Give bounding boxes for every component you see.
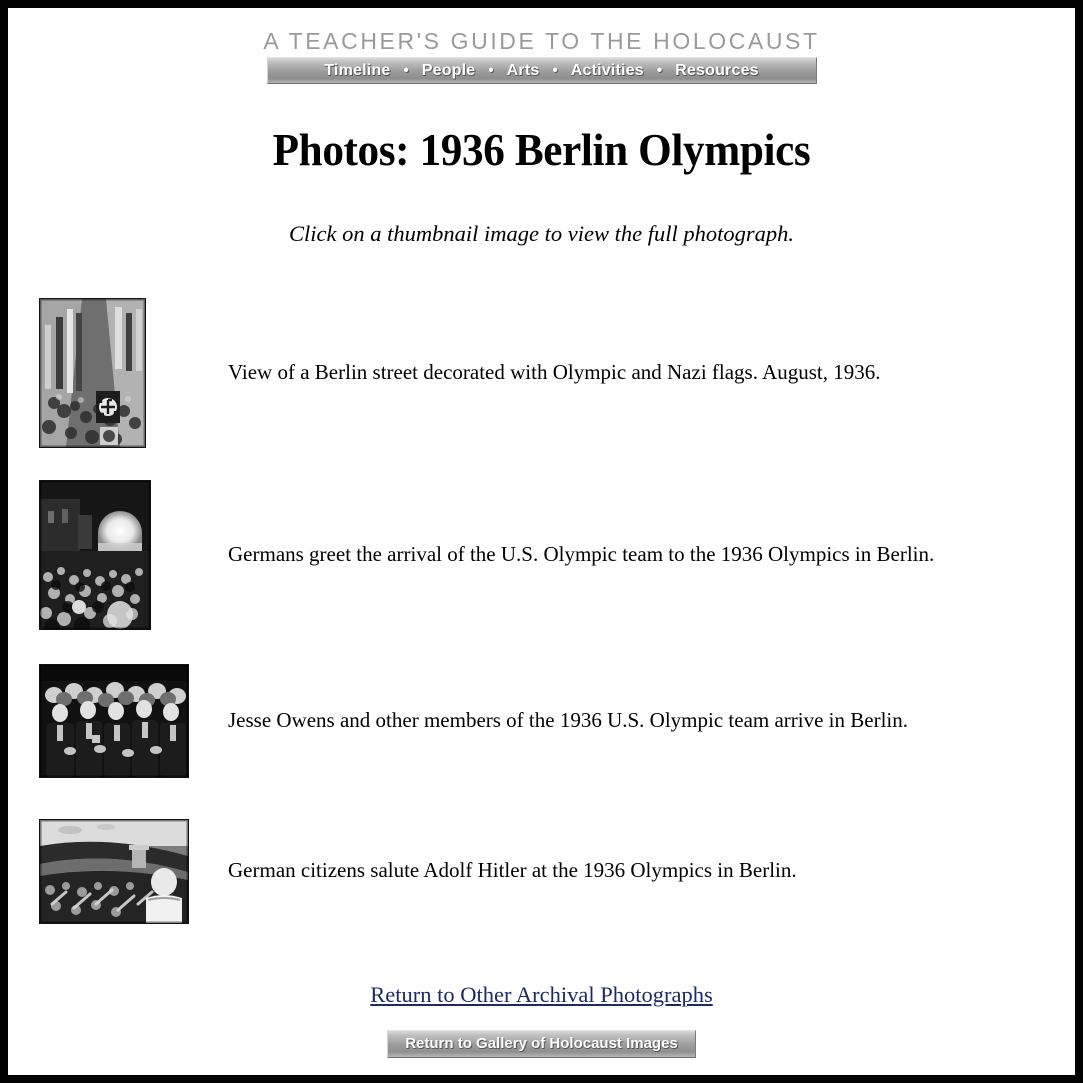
thumbnail-berlin-street-flags[interactable] [39, 298, 146, 448]
site-banner-title: A TEACHER'S GUIDE TO THE HOLOCAUST [263, 28, 820, 54]
page-footer [8, 982, 1075, 1058]
thumbnail-cell [8, 480, 228, 630]
return-to-gallery-button[interactable]: Return to Gallery of Holocaust Images [387, 1030, 696, 1058]
thumbnail-cell [8, 298, 228, 448]
nav-item-timeline[interactable]: Timeline [324, 61, 391, 79]
nav-separator-bullet-icon: • [488, 62, 494, 79]
photo-row [8, 281, 1075, 464]
nav-separator-bullet-icon: • [656, 62, 663, 79]
nav-separator-bullet-icon: • [403, 62, 409, 79]
thumbnail-crowd-greeting-us-team[interactable] [39, 480, 151, 630]
photo-thumbnail-list [8, 281, 1075, 946]
photo-caption: German citizens salute Adolf Hitler at the 1936 Olympics in Berlin. [228, 858, 797, 883]
photo-row [8, 646, 1075, 796]
photo-row [8, 796, 1075, 946]
nav-separator-bullet-icon: • [552, 62, 558, 79]
site-banner [8, 8, 1075, 84]
page-title: Photos: 1936 Berlin Olympics [272, 125, 811, 175]
photo-caption: Germans greet the arrival of the U.S. Olympic team to the 1936 Olympics in Berlin. [228, 542, 935, 567]
thumbnail-stadium-salute[interactable] [39, 819, 189, 924]
thumbnail-link-4[interactable] [39, 819, 189, 924]
nav-item-resources[interactable]: Resources [675, 61, 759, 79]
nav-item-activities[interactable]: Activities [570, 61, 644, 79]
nav-item-people[interactable]: People [421, 61, 476, 79]
photo-caption: View of a Berlin street decorated with Olympic and Nazi flags. August, 1936. [228, 359, 881, 384]
footer-button-wrap [8, 1030, 1075, 1058]
photo-caption: Jesse Owens and other members of the 1936 U.S. Olympic team arrive in Berlin. [228, 708, 909, 733]
thumbnail-link-3[interactable] [39, 664, 189, 778]
thumbnail-jesse-owens-team-arrival[interactable] [39, 664, 189, 778]
return-to-archival-photographs-link[interactable]: Return to Other Archival Photographs [370, 982, 713, 1007]
nav-item-arts[interactable]: Arts [506, 61, 540, 79]
page-subtitle-instruction: Click on a thumbnail image to view the full photograph. [289, 221, 794, 246]
main-navigation-bar [267, 57, 817, 84]
thumbnail-link-2[interactable] [39, 480, 151, 630]
thumbnail-link-1[interactable] [39, 298, 146, 448]
photo-row [8, 464, 1075, 646]
page-content [8, 8, 1075, 1075]
thumbnail-cell [8, 664, 228, 778]
thumbnail-cell [8, 819, 228, 924]
